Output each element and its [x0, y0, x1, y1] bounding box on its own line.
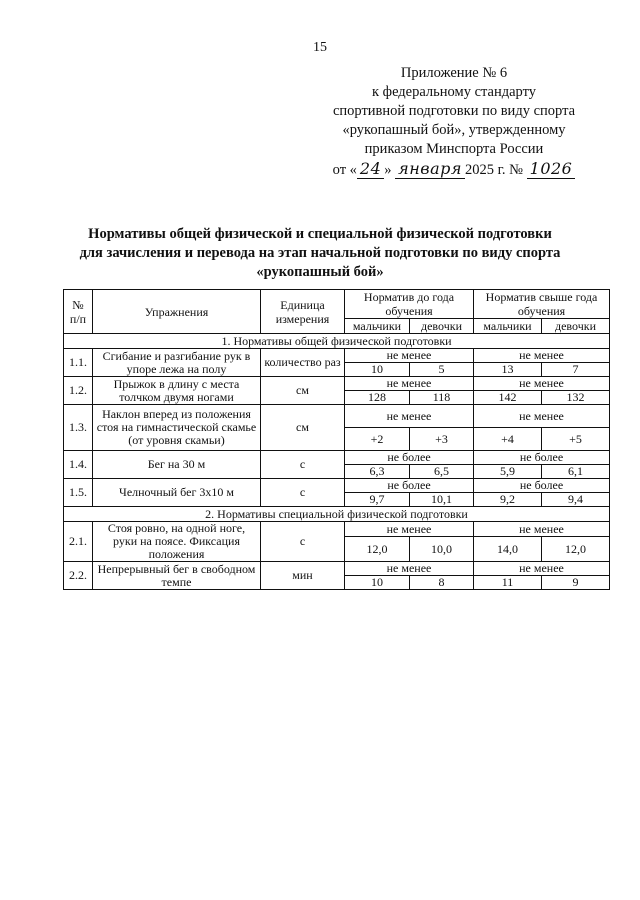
- value-cell: 10,1: [410, 493, 474, 507]
- header-unit: Единица измерения: [261, 290, 345, 334]
- row-unit: мин: [261, 562, 345, 590]
- value-cell: +4: [474, 428, 542, 451]
- value-cell: 9,7: [345, 493, 410, 507]
- value-cell: 10: [345, 576, 410, 590]
- value-cell: 6,5: [410, 465, 474, 479]
- row-condition: не менее: [474, 377, 610, 391]
- row-num: 1.3.: [64, 405, 93, 451]
- row-condition: не более: [474, 479, 610, 493]
- row-num: 1.2.: [64, 377, 93, 405]
- title-line: Нормативы общей физической и специальной физической подготовки: [88, 226, 552, 242]
- header-norm-up-to-year: Норматив до года обучения: [345, 290, 474, 319]
- appendix-line: приказом Минспорта России: [364, 141, 544, 157]
- value-cell: 10,0: [410, 537, 474, 562]
- value-cell: 132: [542, 391, 610, 405]
- value-cell: 118: [410, 391, 474, 405]
- appendix-line: к федеральному стандарту: [372, 84, 536, 100]
- appendix-line: «рукопашный бой», утвержденному: [342, 122, 566, 138]
- date-year: 2025 г. №: [464, 162, 524, 178]
- value-cell: +3: [410, 428, 474, 451]
- row-condition: не менее: [474, 562, 610, 576]
- value-cell: 12,0: [345, 537, 410, 562]
- row-condition: не более: [345, 451, 474, 465]
- row-condition: не более: [474, 451, 610, 465]
- row-num: 2.2.: [64, 562, 93, 590]
- row-unit: см: [261, 405, 345, 451]
- row-condition: не менее: [345, 522, 474, 537]
- appendix-line: спортивной подготовки по виду спорта: [332, 103, 576, 119]
- row-condition: не менее: [474, 522, 610, 537]
- row-exercise: Стоя ровно, на одной ноге, руки на поясе. Фиксация положения: [93, 522, 261, 562]
- row-condition: не менее: [474, 405, 610, 428]
- header-num: № п/п: [64, 290, 93, 334]
- row-exercise: Сгибание и разгибание рук в упоре лежа на полу: [93, 349, 261, 377]
- row-condition: не менее: [345, 562, 474, 576]
- row-condition: не менее: [345, 349, 474, 363]
- header-boys: мальчики: [474, 319, 542, 334]
- value-cell: 5,9: [474, 465, 542, 479]
- page-number: 15: [313, 40, 327, 55]
- row-condition: не менее: [345, 405, 474, 428]
- row-unit: количество раз: [261, 349, 345, 377]
- value-cell: 9,4: [542, 493, 610, 507]
- section-title: 2. Нормативы специальной физической подготовки: [64, 507, 610, 522]
- row-unit: см: [261, 377, 345, 405]
- row-condition: не более: [345, 479, 474, 493]
- row-num: 1.4.: [64, 451, 93, 479]
- row-exercise: Челночный бег 3х10 м: [93, 479, 261, 507]
- header-boys: мальчики: [345, 319, 410, 334]
- row-exercise: Бег на 30 м: [93, 451, 261, 479]
- appendix-header: [304, 64, 604, 180]
- date-prefix: от «: [332, 162, 357, 178]
- handwritten-day: 24: [357, 159, 384, 179]
- row-num: 1.1.: [64, 349, 93, 377]
- handwritten-month: января: [395, 159, 465, 179]
- value-cell: 8: [410, 576, 474, 590]
- standards-table: [63, 289, 610, 590]
- value-cell: 5: [410, 363, 474, 377]
- row-unit: с: [261, 522, 345, 562]
- value-cell: 6,3: [345, 465, 410, 479]
- value-cell: 10: [345, 363, 410, 377]
- section-title: 1. Нормативы общей физической подготовки: [64, 334, 610, 349]
- title-line: для зачисления и перевода на этап начальной подготовки по виду спорта: [79, 245, 561, 261]
- value-cell: +2: [345, 428, 410, 451]
- value-cell: 9: [542, 576, 610, 590]
- handwritten-number: 1026: [527, 159, 576, 179]
- value-cell: 6,1: [542, 465, 610, 479]
- row-num: 1.5.: [64, 479, 93, 507]
- header-norm-over-year: Норматив свыше года обучения: [474, 290, 610, 319]
- row-exercise: Прыжок в длину с места толчком двумя ногами: [93, 377, 261, 405]
- value-cell: 12,0: [542, 537, 610, 562]
- row-num: 2.1.: [64, 522, 93, 562]
- title-line: «рукопашный бой»: [256, 264, 384, 280]
- appendix-title: Приложение № 6: [400, 65, 508, 81]
- header-girls: девочки: [542, 319, 610, 334]
- header-girls: девочки: [410, 319, 474, 334]
- order-date-line: [304, 159, 604, 180]
- row-unit: с: [261, 479, 345, 507]
- row-unit: с: [261, 451, 345, 479]
- date-sep: »: [384, 162, 392, 178]
- row-condition: не менее: [345, 377, 474, 391]
- value-cell: 7: [542, 363, 610, 377]
- row-exercise: Непрерывный бег в свободном темпе: [93, 562, 261, 590]
- value-cell: 11: [474, 576, 542, 590]
- row-condition: не менее: [474, 349, 610, 363]
- document-title: [40, 225, 600, 282]
- value-cell: 9,2: [474, 493, 542, 507]
- header-exercise: Упражнения: [93, 290, 261, 334]
- value-cell: +5: [542, 428, 610, 451]
- value-cell: 128: [345, 391, 410, 405]
- row-exercise: Наклон вперед из положения стоя на гимнастической скамье (от уровня скамьи): [93, 405, 261, 451]
- value-cell: 142: [474, 391, 542, 405]
- value-cell: 14,0: [474, 537, 542, 562]
- value-cell: 13: [474, 363, 542, 377]
